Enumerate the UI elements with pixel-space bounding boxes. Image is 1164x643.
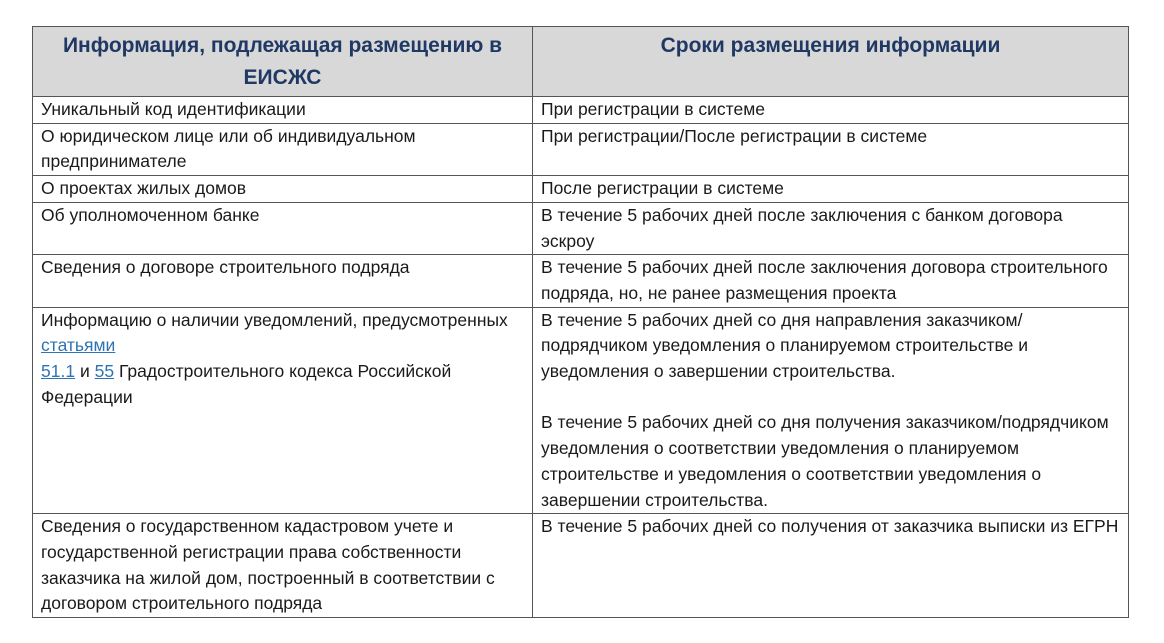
info-cell [33,307,533,514]
term-cell: При регистрации в системе [533,97,1129,124]
term-cell: В течение 5 рабочих дней со получения от заказчика выписки из ЕГРН [533,514,1129,618]
link-article-55[interactable]: 55 [94,361,115,382]
term-paragraph: В течение 5 рабочих дней со дня направления заказчиком/подрядчиком уведомления о планируемом строительстве и уведомления о завершении строительства. [541,309,1029,382]
info-cell: Сведения о государственном кадастровом учете и государственной регистрации права собственности заказчика на жилой дом, построенный в соответствии с договором строительного подряда [33,514,533,618]
link-articles[interactable]: статьями [41,335,116,356]
term-cell: В течение 5 рабочих дней после заключения с банком договора эскроу [533,202,1129,254]
info-cell: О юридическом лице или об индивидуальном предпринимателе [33,123,533,175]
link-article-51-1[interactable]: 51.1 [41,361,76,382]
info-placement-table [32,26,1129,618]
column-header-info: Информация, подлежащая размещению в ЕИСЖС [33,27,533,97]
table-row [33,97,1129,124]
table-row [33,307,1129,514]
info-text: Градостроительного кодекса Российской Федерации [41,361,452,407]
info-cell: Сведения о договоре строительного подряда [33,255,533,307]
info-text: и [79,361,90,382]
table-header-row [33,27,1129,97]
term-paragraph: В течение 5 рабочих дней со дня получения заказчиком/подрядчиком уведомления о соответствии уведомления о планируемом строительстве и уведомления о соответствии уведомления о завершении строительства. [541,412,1109,510]
term-cell: После регистрации в системе [533,176,1129,203]
term-cell: При регистрации/После регистрации в системе [533,123,1129,175]
table-row [33,255,1129,307]
table-row [33,514,1129,618]
term-cell: В течение 5 рабочих дней после заключения договора строительного подряда, но, не ранее размещения проекта [533,255,1129,307]
table-row [33,123,1129,175]
info-cell: Об уполномоченном банке [33,202,533,254]
column-header-terms: Сроки размещения информации [533,27,1129,97]
info-cell: Уникальный код идентификации [33,97,533,124]
info-cell: О проектах жилых домов [33,176,533,203]
term-cell [533,307,1129,514]
table-row [33,202,1129,254]
info-text: Информацию о наличии уведомлений, предусмотренных [41,309,508,330]
table-row [33,176,1129,203]
